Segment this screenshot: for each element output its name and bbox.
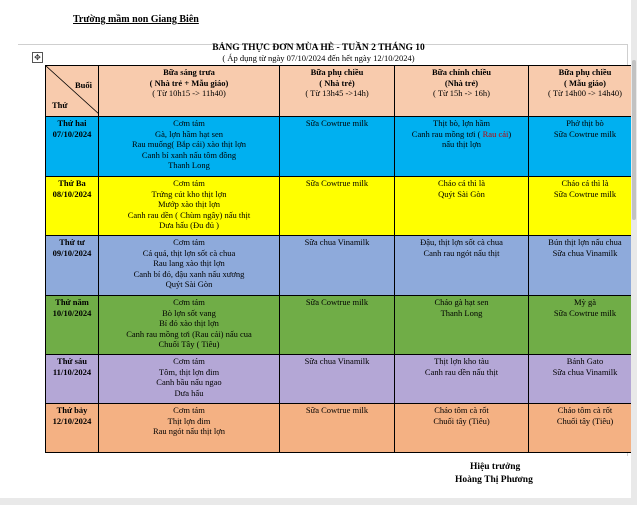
dish: Cơm tám	[173, 356, 205, 366]
col-header-main-nt	[395, 66, 529, 117]
dish: Sữa chua Vinamilk	[304, 237, 370, 247]
dish: Thịt lợn đim	[167, 415, 211, 426]
main-nt-cell	[395, 177, 529, 236]
dish: Quýt Sài Gòn	[165, 279, 213, 289]
day-cell	[46, 177, 99, 236]
day-name: Thứ hai	[57, 118, 87, 128]
day-cell	[46, 355, 99, 404]
horizontal-scrollbar[interactable]	[0, 498, 637, 505]
main-nt-cell	[395, 404, 529, 453]
row-saturday	[46, 404, 637, 453]
dish: nấu thịt lợn	[442, 139, 481, 149]
dish: Bí đỏ xào thịt lợn	[159, 318, 219, 328]
menu-title: BẢNG THỰC ĐƠN MÙA HÈ - TUẦN 2 THÁNG 10	[212, 43, 425, 53]
dish: Bún thịt lợn nấu chua	[548, 237, 622, 247]
dish: Đậu, thịt lợn sốt cà chua	[420, 237, 503, 247]
day-cell	[46, 117, 99, 177]
header-row	[46, 66, 637, 117]
signature-name: Hoàng Thị Phương	[455, 475, 533, 485]
day-name: Thứ tư	[59, 237, 85, 247]
dish: Sữa chua Vinamilk	[552, 366, 618, 377]
dish: Chuối tây (Tiêu)	[556, 415, 614, 426]
col-audience: (Nhà trẻ)	[444, 77, 479, 88]
dish: Canh rau ngót nấu thịt	[423, 247, 500, 258]
row-monday	[46, 117, 637, 177]
row-wednesday	[46, 236, 637, 296]
corner-thu: Thứ	[52, 100, 68, 110]
day-name: Thứ bảy	[56, 405, 88, 415]
dish: Canh bí xanh nấu tôm đồng	[141, 149, 237, 160]
snack-mg-cell	[529, 117, 637, 177]
dish: Sữa chua Vinamilk	[552, 247, 618, 258]
dish: Cá quả, thịt lợn sốt cà chua	[142, 247, 236, 258]
col-header-breakfast	[99, 66, 280, 117]
school-name: Trường mầm non Giang Biên	[73, 14, 199, 25]
breakfast-cell	[99, 296, 280, 355]
main-nt-cell	[395, 355, 529, 404]
dish: Sữa Cowtrue milk	[305, 118, 369, 128]
dish: Rau ngót nấu thịt lợn	[152, 426, 226, 436]
dish-part: )	[508, 128, 512, 139]
dish-highlight: Rau cải	[482, 128, 509, 139]
move-handle-icon[interactable]: ✥	[32, 52, 43, 63]
col-header-snack-nt	[280, 66, 395, 117]
day-cell	[46, 404, 99, 453]
dish: Cơm tám	[173, 237, 205, 247]
dish: Bánh Gato	[566, 356, 604, 366]
day-cell	[46, 236, 99, 296]
dish: Mướp xào thịt lợn	[158, 199, 220, 209]
dish: Sữa Cowtrue milk	[305, 178, 369, 188]
dish: Cơm tám	[173, 118, 205, 128]
snack-mg-cell	[529, 296, 637, 355]
dish: Phở thịt bò	[566, 118, 604, 128]
dish: Mỳ gà	[574, 297, 596, 307]
breakfast-cell	[99, 355, 280, 404]
dish: Cháo gà hạt sen	[434, 297, 489, 307]
dish: Cháo tôm cà rốt	[434, 405, 489, 415]
dish: Cơm tám	[173, 405, 205, 415]
snack-nt-cell	[280, 355, 395, 404]
row-thursday	[46, 296, 637, 355]
snack-mg-cell	[529, 404, 637, 453]
main-nt-cell	[395, 236, 529, 296]
day-date: 07/10/2024	[52, 128, 92, 139]
day-name: Thứ sáu	[57, 356, 87, 366]
dish: Sữa Cowtrue milk	[553, 128, 617, 139]
day-date: 11/10/2024	[52, 366, 92, 377]
col-title: Bữa phụ chiều	[310, 67, 364, 77]
dish: Bò lợn sốt vang	[162, 307, 216, 318]
snack-mg-cell	[529, 236, 637, 296]
dish: Canh rau mồng tơi (Rau cải) nấu cua	[126, 328, 252, 339]
day-name: Thứ năm	[55, 297, 89, 307]
dish: Sữa Cowtrue milk	[553, 307, 617, 318]
dish: Thanh Long	[440, 307, 483, 318]
dish: Thịt bò, lợn hầm	[433, 118, 490, 128]
corner-cell	[46, 66, 99, 117]
dish-part: Canh rau mồng tơi (	[411, 128, 481, 139]
dish: Sữa Cowtrue milk	[553, 188, 617, 199]
dish: Canh bí đỏ, đậu xanh nấu xương	[133, 268, 245, 279]
dish: Dưa hấu	[174, 387, 204, 398]
snack-nt-cell	[280, 117, 395, 177]
col-time: ( Từ 15h -> 16h)	[433, 88, 490, 98]
main-nt-cell	[395, 296, 529, 355]
dish: Quýt Sài Gòn	[438, 188, 485, 199]
breakfast-cell	[99, 117, 280, 177]
menu-subtitle: ( Áp dụng từ ngày 07/10/2024 đến hết ngày 12/10/2024)	[222, 53, 415, 63]
day-name: Thứ Ba	[58, 178, 86, 188]
signature-role: Hiệu trưởng	[470, 462, 521, 472]
dish: Canh bầu nấu ngao	[156, 377, 222, 387]
col-audience: ( Nhà trẻ)	[319, 77, 355, 88]
breakfast-cell	[99, 177, 280, 236]
dish: Canh rau dền ( Chùm ngây) nấu thịt	[127, 209, 251, 220]
dish: Tôm, thịt lợn đim	[158, 366, 220, 377]
dish: Canh rau dền nấu thịt	[424, 366, 499, 377]
day-date: 10/10/2024	[52, 307, 92, 318]
dish: Gà, lợn hầm hạt sen	[155, 128, 223, 139]
main-nt-cell	[395, 117, 529, 177]
col-title: Bữa phụ chiều	[558, 67, 612, 77]
snack-nt-cell	[280, 404, 395, 453]
dish: Cơm tám	[173, 297, 205, 307]
snack-mg-cell	[529, 177, 637, 236]
breakfast-cell	[99, 236, 280, 296]
col-audience: ( Nhà trẻ + Mẫu giáo)	[149, 77, 229, 88]
breakfast-cell	[99, 404, 280, 453]
snack-nt-cell	[280, 177, 395, 236]
dish: Sữa Cowtrue milk	[305, 405, 369, 415]
day-date: 08/10/2024	[52, 188, 92, 199]
col-time: ( Từ 14h00 -> 14h40)	[548, 88, 622, 98]
dish: Sữa chua Vinamilk	[304, 356, 370, 366]
scrollbar-thumb[interactable]	[632, 60, 636, 220]
dish: Trứng cút kho thịt lợn	[151, 188, 227, 199]
row-tuesday	[46, 177, 637, 236]
dish: Cháo tôm cà rốt	[557, 405, 613, 415]
dish: Cháo cá thì là	[438, 178, 485, 188]
dish: Rau muống( Bắp cải) xào thịt lợn	[131, 139, 247, 149]
dish	[397, 129, 526, 140]
day-date: 12/10/2024	[52, 415, 92, 426]
dish: Dưa hấu (Đu đủ )	[159, 220, 219, 230]
col-time: ( Từ 13h45 ->14h)	[305, 88, 369, 98]
dish: Thịt lợn kho tàu	[434, 356, 489, 366]
col-title: Bữa chính chiều	[432, 67, 491, 77]
menu-table	[45, 65, 637, 453]
corner-buoi: Buổi	[74, 80, 92, 90]
dish: Sữa Cowtrue milk	[305, 297, 369, 307]
day-cell	[46, 296, 99, 355]
dish: Chuối tây (Tiêu)	[433, 415, 490, 426]
snack-nt-cell	[280, 296, 395, 355]
snack-mg-cell	[529, 355, 637, 404]
dish: Chuối Tây ( Tiêu)	[158, 339, 220, 349]
col-header-snack-mg	[529, 66, 637, 117]
row-friday	[46, 355, 637, 404]
col-title: Bữa sáng trưa	[163, 67, 215, 77]
day-date: 09/10/2024	[52, 247, 92, 258]
dish: Cơm tám	[173, 178, 205, 188]
col-audience: ( Mẫu giáo)	[563, 77, 607, 88]
dish: Rau lang xào thịt lợn	[153, 258, 225, 268]
snack-nt-cell	[280, 236, 395, 296]
dish: Cháo cá thì là	[561, 178, 609, 188]
dish: Thanh Long	[168, 160, 210, 170]
col-time: ( Từ 10h15 -> 11h40)	[152, 88, 226, 98]
